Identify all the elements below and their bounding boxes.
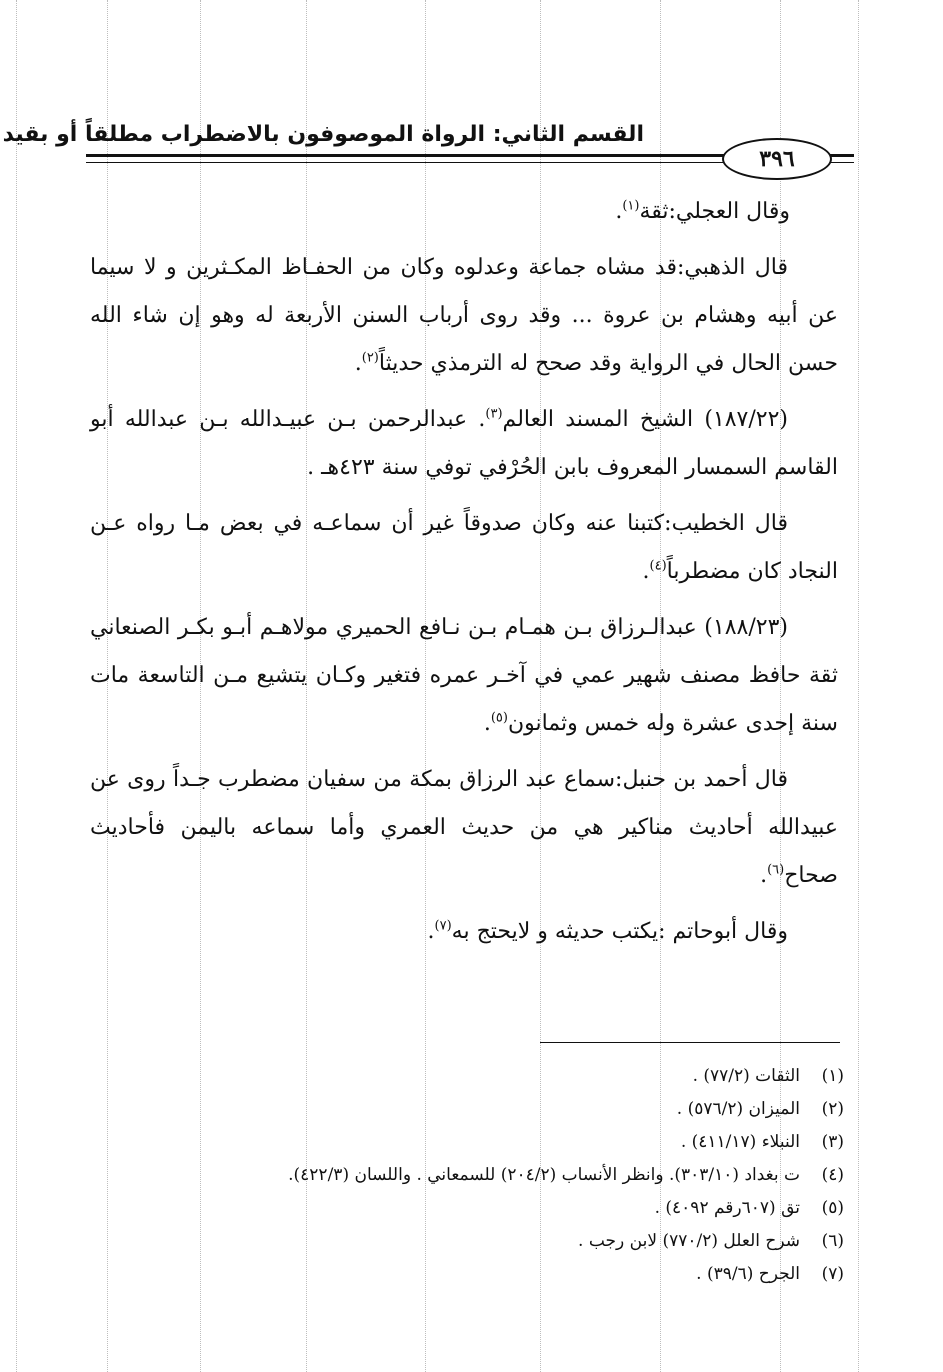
footnote <box>96 1159 844 1192</box>
paragraph-text: (١٨٧/٢٢) الشيخ المسند العالم <box>502 407 789 432</box>
paragraph <box>90 188 838 236</box>
footnote-marker: (٣) <box>485 406 503 422</box>
page-header <box>2 118 854 188</box>
paragraph-tail: . <box>483 711 491 736</box>
footnote <box>96 1192 844 1225</box>
main-text <box>90 188 838 956</box>
paragraph-text: قال الذهبي:قد مشاه جماعة وعدلوه وكان من الحفـاظ المكـثرين و لا سيما عن أبيه وهشام بن عروة ... وقد روى أرباب السنن الأربعة له وهو إن شاء الله حسن الحال في الرواية وقد صحح له الترمذي حديثاً <box>90 255 838 376</box>
paragraph-text: قال الخطيب:كتبنا عنه وكان صدوقاً غير أن سماعـه في بعض مـا رواه عـن النجاد كان مضطرباً <box>90 511 838 584</box>
footnote-text: النبلاء (٤١١/١٧) . <box>680 1132 800 1152</box>
footnote-number: (٣) <box>821 1132 844 1152</box>
header-rule <box>86 162 726 163</box>
paragraph-text: (١٨٨/٢٣) عبدالـرزاق بـن همـام بـن نـافع الحميري مولاهـم أبـو بكـر الصنعاني ثقة حافظ مصنف شهير عمي في آخـر عمره فتغير وكـان يتشيع مـن التاسعة مات سنة إحدى عشرة وله خمس وثمانون <box>90 615 838 736</box>
page-number: ٣٩٦ <box>722 138 832 180</box>
footnote-marker: (٢) <box>361 350 379 366</box>
footnote-text: شرح العلل (٧٧٠/٢) لابن رجب . <box>578 1231 800 1251</box>
footnote-separator <box>540 1042 840 1043</box>
paragraph <box>90 244 838 388</box>
paragraph <box>90 908 838 956</box>
footnote-marker: (٤) <box>649 558 667 574</box>
scan-guide-line <box>16 0 17 1372</box>
footnote-marker: (٦) <box>767 862 785 878</box>
paragraph-tail: . <box>615 199 623 224</box>
paragraph <box>90 604 838 748</box>
footnote-text: الميزان (٥٧٦/٢) . <box>676 1099 800 1119</box>
paragraph <box>90 756 838 900</box>
footnote-number: (٦) <box>821 1231 844 1251</box>
paragraph-text: وقال العجلي:ثقة <box>639 199 790 224</box>
footnote-number: (٥) <box>821 1198 844 1218</box>
header-rule <box>86 154 726 157</box>
paragraph-tail: . <box>427 919 435 944</box>
footnotes <box>96 1060 844 1291</box>
footnote-number: (٧) <box>821 1264 844 1284</box>
paragraph-tail: . عبدالرحمن بـن عبيـدالله بـن عبدالله أبو القاسم السمسار المعروف بابن الحُرْفي توفي سنة ٤٢٣هـ . <box>90 407 838 480</box>
footnote-number: (٢) <box>821 1099 844 1119</box>
footnote-number: (٤) <box>821 1165 844 1185</box>
footnote-text: تق (٦٠٧رقم ٤٠٩٢) . <box>654 1198 800 1218</box>
footnote-number: (١) <box>821 1066 844 1086</box>
paragraph-text: قال أحمد بن حنبل:سماع عبد الرزاق بمكة من سفيان مضطرب جـداً روى عن عبيدالله أحاديث مناكير هي من حديث العمري وأما سماعه باليمن فأحاديث صحاح <box>90 767 838 888</box>
footnote-text: الثقات (٧٧/٢) . <box>692 1066 800 1086</box>
footnote <box>96 1126 844 1159</box>
footnote-marker: (١) <box>622 198 640 214</box>
paragraph-tail: . <box>354 351 362 376</box>
footnote <box>96 1225 844 1258</box>
footnote <box>96 1060 844 1093</box>
footnote <box>96 1093 844 1126</box>
paragraph <box>90 500 838 596</box>
header-title: القسم الثاني: الرواة الموصوفون بالاضطراب مطلقاً أو بقيد <box>2 122 644 147</box>
footnote <box>96 1258 844 1291</box>
footnote-text: ت بغداد (٣٠٣/١٠). وانظر الأنساب (٢٠٤/٢) للسمعاني . واللسان (٤٢٢/٣). <box>288 1165 800 1185</box>
footnote-marker: (٥) <box>490 710 508 726</box>
paragraph-tail: . <box>642 559 650 584</box>
footnote-marker: (٧) <box>434 918 452 934</box>
paragraph <box>90 396 838 492</box>
footnote-text: الجرح (٣٩/٦) . <box>696 1264 800 1284</box>
paragraph-text: وقال أبوحاتم :يكتب حديثه و لايحتج به <box>451 919 788 944</box>
paragraph-tail: . <box>760 863 768 888</box>
scan-guide-line <box>858 0 859 1372</box>
